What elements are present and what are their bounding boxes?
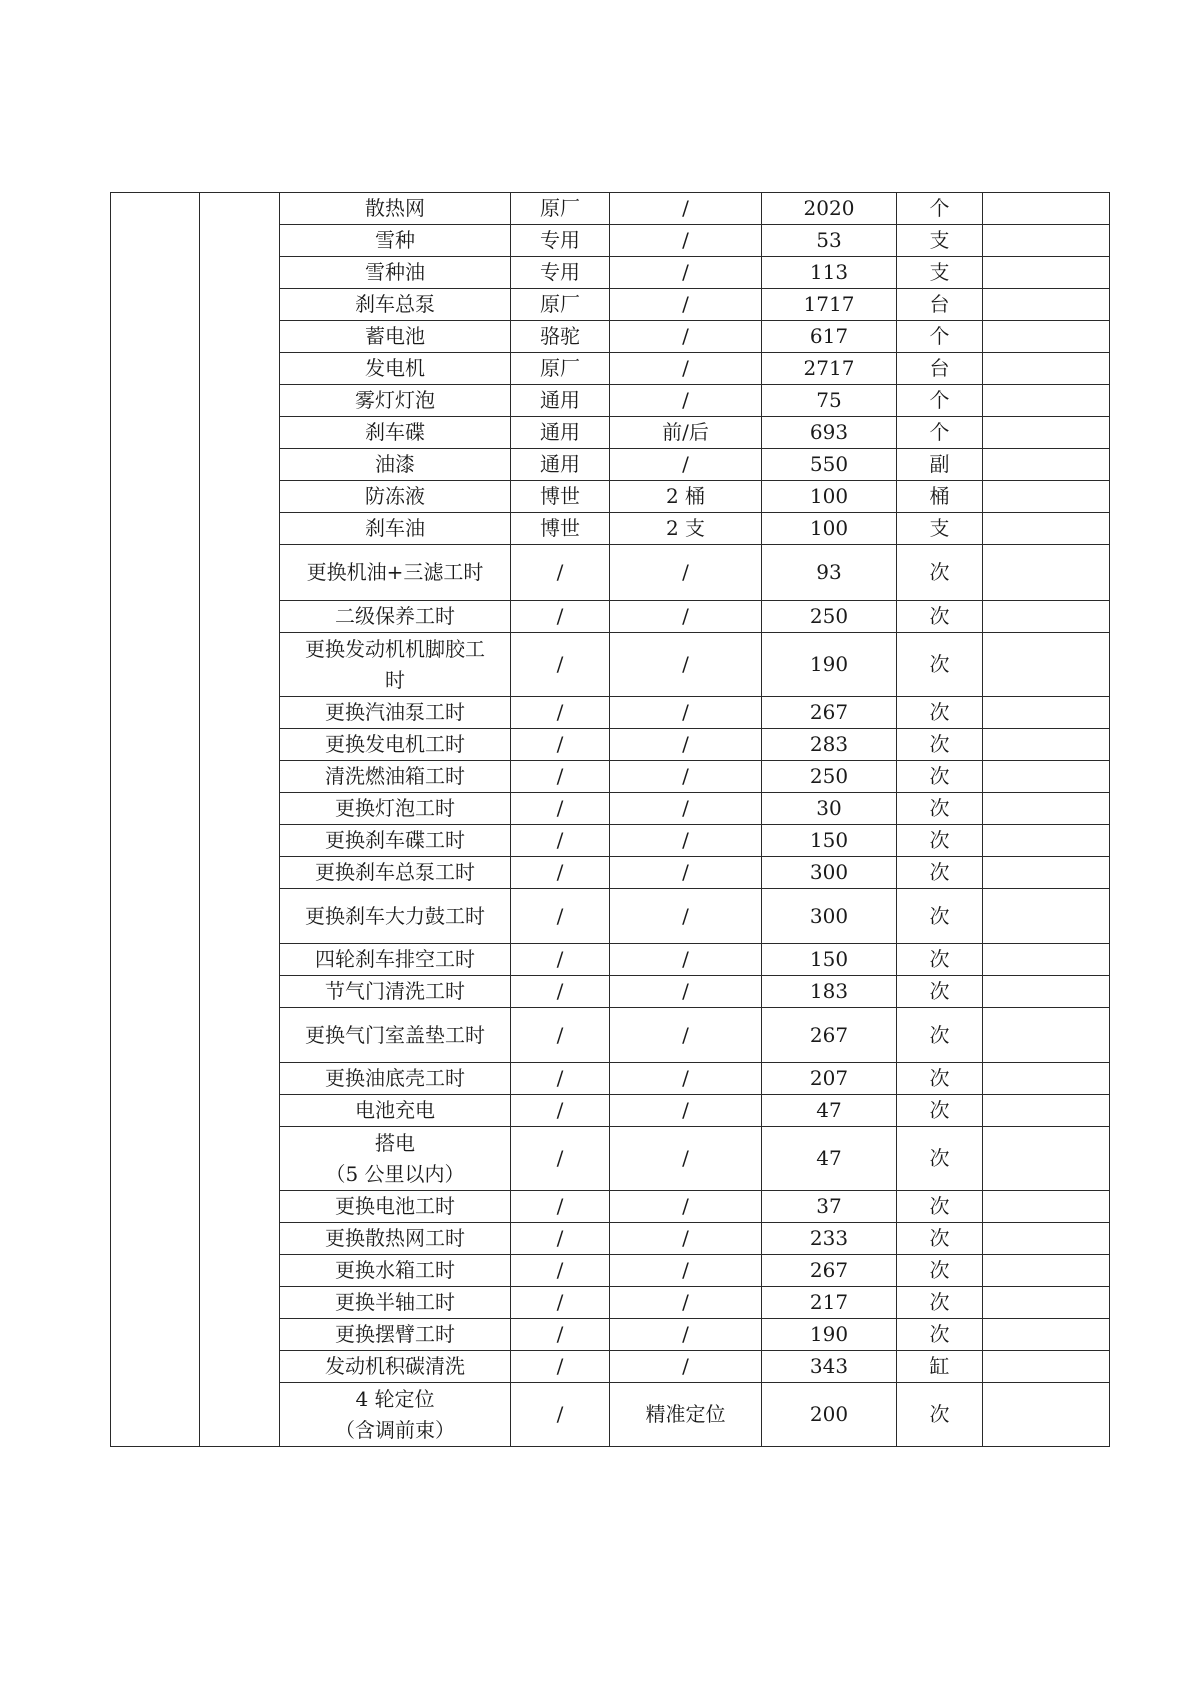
remarks-cell bbox=[983, 481, 1110, 513]
item-cell: 更换灯泡工时 bbox=[280, 793, 511, 825]
brand-cell: / bbox=[511, 825, 610, 857]
remarks-cell bbox=[983, 513, 1110, 545]
remarks-cell bbox=[983, 1287, 1110, 1319]
item-cell: 清洗燃油箱工时 bbox=[280, 761, 511, 793]
price-cell: 207 bbox=[762, 1063, 897, 1095]
brand-cell: 原厂 bbox=[511, 193, 610, 225]
price-table bbox=[110, 192, 1110, 1447]
price-cell: 250 bbox=[762, 601, 897, 633]
unit-cell: 次 bbox=[897, 857, 983, 889]
spec-cell: / bbox=[610, 289, 762, 321]
item-cell: 刹车碟 bbox=[280, 417, 511, 449]
remarks-cell bbox=[983, 385, 1110, 417]
spec-cell: / bbox=[610, 793, 762, 825]
item-cell: 雾灯灯泡 bbox=[280, 385, 511, 417]
unit-cell: 次 bbox=[897, 1063, 983, 1095]
remarks-cell bbox=[983, 944, 1110, 976]
price-cell: 550 bbox=[762, 449, 897, 481]
spec-cell: / bbox=[610, 761, 762, 793]
brand-cell: / bbox=[511, 601, 610, 633]
price-cell: 47 bbox=[762, 1095, 897, 1127]
brand-cell: / bbox=[511, 1255, 610, 1287]
price-cell: 47 bbox=[762, 1127, 897, 1191]
unit-cell: 台 bbox=[897, 289, 983, 321]
item-cell: 4 轮定位 （含调前束） bbox=[280, 1383, 511, 1447]
spec-cell: / bbox=[610, 1255, 762, 1287]
spec-cell: / bbox=[610, 257, 762, 289]
price-cell: 250 bbox=[762, 761, 897, 793]
unit-cell: 次 bbox=[897, 1319, 983, 1351]
spec-cell: / bbox=[610, 1319, 762, 1351]
spec-cell: / bbox=[610, 889, 762, 944]
item-cell: 雪种 bbox=[280, 225, 511, 257]
brand-cell: 通用 bbox=[511, 449, 610, 481]
remarks-cell bbox=[983, 729, 1110, 761]
unit-cell: 次 bbox=[897, 1127, 983, 1191]
spec-cell: / bbox=[610, 225, 762, 257]
price-cell: 267 bbox=[762, 1008, 897, 1063]
item-cell: 更换半轴工时 bbox=[280, 1287, 511, 1319]
price-cell: 190 bbox=[762, 633, 897, 697]
item-cell: 发电机 bbox=[280, 353, 511, 385]
unit-cell: 次 bbox=[897, 1223, 983, 1255]
spec-cell: 2 桶 bbox=[610, 481, 762, 513]
unit-cell: 次 bbox=[897, 761, 983, 793]
remarks-cell bbox=[983, 1351, 1110, 1383]
remarks-cell bbox=[983, 225, 1110, 257]
unit-cell: 次 bbox=[897, 1095, 983, 1127]
price-cell: 233 bbox=[762, 1223, 897, 1255]
remarks-cell bbox=[983, 449, 1110, 481]
unit-cell: 个 bbox=[897, 417, 983, 449]
price-cell: 75 bbox=[762, 385, 897, 417]
spec-cell: / bbox=[610, 1127, 762, 1191]
table-row bbox=[111, 193, 1110, 225]
unit-cell: 次 bbox=[897, 729, 983, 761]
item-cell: 防冻液 bbox=[280, 481, 511, 513]
unit-cell: 次 bbox=[897, 633, 983, 697]
price-cell: 300 bbox=[762, 857, 897, 889]
spec-cell: / bbox=[610, 601, 762, 633]
item-cell: 更换发电机工时 bbox=[280, 729, 511, 761]
unit-cell: 副 bbox=[897, 449, 983, 481]
remarks-cell bbox=[983, 1008, 1110, 1063]
price-cell: 183 bbox=[762, 976, 897, 1008]
brand-cell: 骆驼 bbox=[511, 321, 610, 353]
spec-cell: 精准定位 bbox=[610, 1383, 762, 1447]
brand-cell: / bbox=[511, 1127, 610, 1191]
item-cell: 更换发动机机脚胶工 时 bbox=[280, 633, 511, 697]
remarks-cell bbox=[983, 193, 1110, 225]
brand-cell: / bbox=[511, 1008, 610, 1063]
price-cell: 2020 bbox=[762, 193, 897, 225]
price-cell: 100 bbox=[762, 481, 897, 513]
item-cell: 更换摆臂工时 bbox=[280, 1319, 511, 1351]
brand-cell: / bbox=[511, 545, 610, 601]
unit-cell: 支 bbox=[897, 257, 983, 289]
table-body bbox=[111, 193, 1110, 1447]
price-cell: 190 bbox=[762, 1319, 897, 1351]
brand-cell: / bbox=[511, 889, 610, 944]
price-cell: 37 bbox=[762, 1191, 897, 1223]
brand-cell: / bbox=[511, 976, 610, 1008]
spec-cell: / bbox=[610, 321, 762, 353]
brand-cell: 博世 bbox=[511, 481, 610, 513]
brand-cell: / bbox=[511, 1223, 610, 1255]
spec-cell: / bbox=[610, 825, 762, 857]
item-cell: 二级保养工时 bbox=[280, 601, 511, 633]
brand-cell: / bbox=[511, 729, 610, 761]
item-cell: 蓄电池 bbox=[280, 321, 511, 353]
item-cell: 四轮刹车排空工时 bbox=[280, 944, 511, 976]
price-cell: 693 bbox=[762, 417, 897, 449]
remarks-cell bbox=[983, 417, 1110, 449]
remarks-cell bbox=[983, 1383, 1110, 1447]
price-cell: 283 bbox=[762, 729, 897, 761]
brand-cell: 通用 bbox=[511, 385, 610, 417]
price-cell: 267 bbox=[762, 1255, 897, 1287]
remarks-cell bbox=[983, 321, 1110, 353]
remarks-cell bbox=[983, 1095, 1110, 1127]
brand-cell: 博世 bbox=[511, 513, 610, 545]
spec-cell: / bbox=[610, 193, 762, 225]
price-cell: 217 bbox=[762, 1287, 897, 1319]
spec-cell: / bbox=[610, 976, 762, 1008]
brand-cell: 专用 bbox=[511, 257, 610, 289]
item-cell: 雪种油 bbox=[280, 257, 511, 289]
spec-cell: / bbox=[610, 1191, 762, 1223]
unit-cell: 台 bbox=[897, 353, 983, 385]
item-cell: 更换水箱工时 bbox=[280, 1255, 511, 1287]
brand-cell: / bbox=[511, 944, 610, 976]
remarks-cell bbox=[983, 793, 1110, 825]
unit-cell: 支 bbox=[897, 225, 983, 257]
item-cell: 刹车油 bbox=[280, 513, 511, 545]
item-cell: 更换油底壳工时 bbox=[280, 1063, 511, 1095]
unit-cell: 次 bbox=[897, 889, 983, 944]
remarks-cell bbox=[983, 257, 1110, 289]
unit-cell: 次 bbox=[897, 601, 983, 633]
item-cell: 更换散热网工时 bbox=[280, 1223, 511, 1255]
spec-cell: / bbox=[610, 729, 762, 761]
remarks-cell bbox=[983, 1223, 1110, 1255]
remarks-cell bbox=[983, 633, 1110, 697]
spec-cell: / bbox=[610, 857, 762, 889]
item-cell: 更换刹车总泵工时 bbox=[280, 857, 511, 889]
price-cell: 1717 bbox=[762, 289, 897, 321]
brand-cell: / bbox=[511, 1095, 610, 1127]
item-cell: 节气门清洗工时 bbox=[280, 976, 511, 1008]
unit-cell: 个 bbox=[897, 321, 983, 353]
remarks-cell bbox=[983, 289, 1110, 321]
unit-cell: 次 bbox=[897, 1191, 983, 1223]
price-cell: 2717 bbox=[762, 353, 897, 385]
unit-cell: 缸 bbox=[897, 1351, 983, 1383]
remarks-cell bbox=[983, 353, 1110, 385]
spec-cell: / bbox=[610, 633, 762, 697]
brand-cell: / bbox=[511, 857, 610, 889]
spec-cell: / bbox=[610, 697, 762, 729]
spec-cell: / bbox=[610, 1063, 762, 1095]
brand-cell: / bbox=[511, 1287, 610, 1319]
spec-cell: / bbox=[610, 353, 762, 385]
brand-cell: / bbox=[511, 1319, 610, 1351]
item-cell: 更换电池工时 bbox=[280, 1191, 511, 1223]
price-cell: 267 bbox=[762, 697, 897, 729]
spec-cell: / bbox=[610, 944, 762, 976]
remarks-cell bbox=[983, 601, 1110, 633]
brand-cell: 原厂 bbox=[511, 353, 610, 385]
remarks-cell bbox=[983, 857, 1110, 889]
item-cell: 更换刹车碟工时 bbox=[280, 825, 511, 857]
remarks-cell bbox=[983, 825, 1110, 857]
brand-cell: / bbox=[511, 633, 610, 697]
item-cell: 散热网 bbox=[280, 193, 511, 225]
brand-cell: / bbox=[511, 1191, 610, 1223]
unit-cell: 次 bbox=[897, 1383, 983, 1447]
price-cell: 150 bbox=[762, 825, 897, 857]
unit-cell: 次 bbox=[897, 944, 983, 976]
brand-cell: / bbox=[511, 1351, 610, 1383]
brand-cell: / bbox=[511, 697, 610, 729]
remarks-cell bbox=[983, 1063, 1110, 1095]
remarks-cell bbox=[983, 761, 1110, 793]
remarks-cell bbox=[983, 889, 1110, 944]
price-cell: 53 bbox=[762, 225, 897, 257]
unit-cell: 个 bbox=[897, 385, 983, 417]
brand-cell: 通用 bbox=[511, 417, 610, 449]
unit-cell: 次 bbox=[897, 793, 983, 825]
price-cell: 113 bbox=[762, 257, 897, 289]
item-cell: 发动机积碳清洗 bbox=[280, 1351, 511, 1383]
price-cell: 300 bbox=[762, 889, 897, 944]
brand-cell: 专用 bbox=[511, 225, 610, 257]
price-cell: 150 bbox=[762, 944, 897, 976]
spec-cell: / bbox=[610, 545, 762, 601]
unit-cell: 个 bbox=[897, 193, 983, 225]
price-cell: 200 bbox=[762, 1383, 897, 1447]
item-cell: 更换汽油泵工时 bbox=[280, 697, 511, 729]
spec-cell: 前/后 bbox=[610, 417, 762, 449]
remarks-cell bbox=[983, 1319, 1110, 1351]
unit-cell: 次 bbox=[897, 976, 983, 1008]
spec-cell: / bbox=[610, 1008, 762, 1063]
remarks-cell bbox=[983, 1191, 1110, 1223]
price-cell: 100 bbox=[762, 513, 897, 545]
unit-cell: 次 bbox=[897, 1008, 983, 1063]
spec-cell: / bbox=[610, 449, 762, 481]
item-cell: 电池充电 bbox=[280, 1095, 511, 1127]
spec-cell: / bbox=[610, 1095, 762, 1127]
unit-cell: 次 bbox=[897, 697, 983, 729]
remarks-cell bbox=[983, 1127, 1110, 1191]
item-cell: 更换机油+三滤工时 bbox=[280, 545, 511, 601]
unit-cell: 次 bbox=[897, 1255, 983, 1287]
brand-cell: 原厂 bbox=[511, 289, 610, 321]
item-cell: 搭电 （5 公里以内） bbox=[280, 1127, 511, 1191]
unit-cell: 桶 bbox=[897, 481, 983, 513]
price-cell: 343 bbox=[762, 1351, 897, 1383]
unit-cell: 次 bbox=[897, 545, 983, 601]
remarks-cell bbox=[983, 1255, 1110, 1287]
spec-cell: / bbox=[610, 1287, 762, 1319]
item-cell: 更换刹车大力鼓工时 bbox=[280, 889, 511, 944]
price-cell: 30 bbox=[762, 793, 897, 825]
category-cell bbox=[111, 193, 200, 1447]
spec-cell: 2 支 bbox=[610, 513, 762, 545]
spec-cell: / bbox=[610, 385, 762, 417]
item-cell: 更换气门室盖垫工时 bbox=[280, 1008, 511, 1063]
remarks-cell bbox=[983, 697, 1110, 729]
unit-cell: 次 bbox=[897, 1287, 983, 1319]
spec-cell: / bbox=[610, 1223, 762, 1255]
brand-cell: / bbox=[511, 1063, 610, 1095]
unit-cell: 次 bbox=[897, 825, 983, 857]
price-cell: 617 bbox=[762, 321, 897, 353]
price-cell: 93 bbox=[762, 545, 897, 601]
brand-cell: / bbox=[511, 1383, 610, 1447]
spec-cell: / bbox=[610, 1351, 762, 1383]
subcategory-cell bbox=[200, 193, 280, 1447]
remarks-cell bbox=[983, 545, 1110, 601]
brand-cell: / bbox=[511, 793, 610, 825]
remarks-cell bbox=[983, 976, 1110, 1008]
item-cell: 油漆 bbox=[280, 449, 511, 481]
item-cell: 刹车总泵 bbox=[280, 289, 511, 321]
unit-cell: 支 bbox=[897, 513, 983, 545]
brand-cell: / bbox=[511, 761, 610, 793]
